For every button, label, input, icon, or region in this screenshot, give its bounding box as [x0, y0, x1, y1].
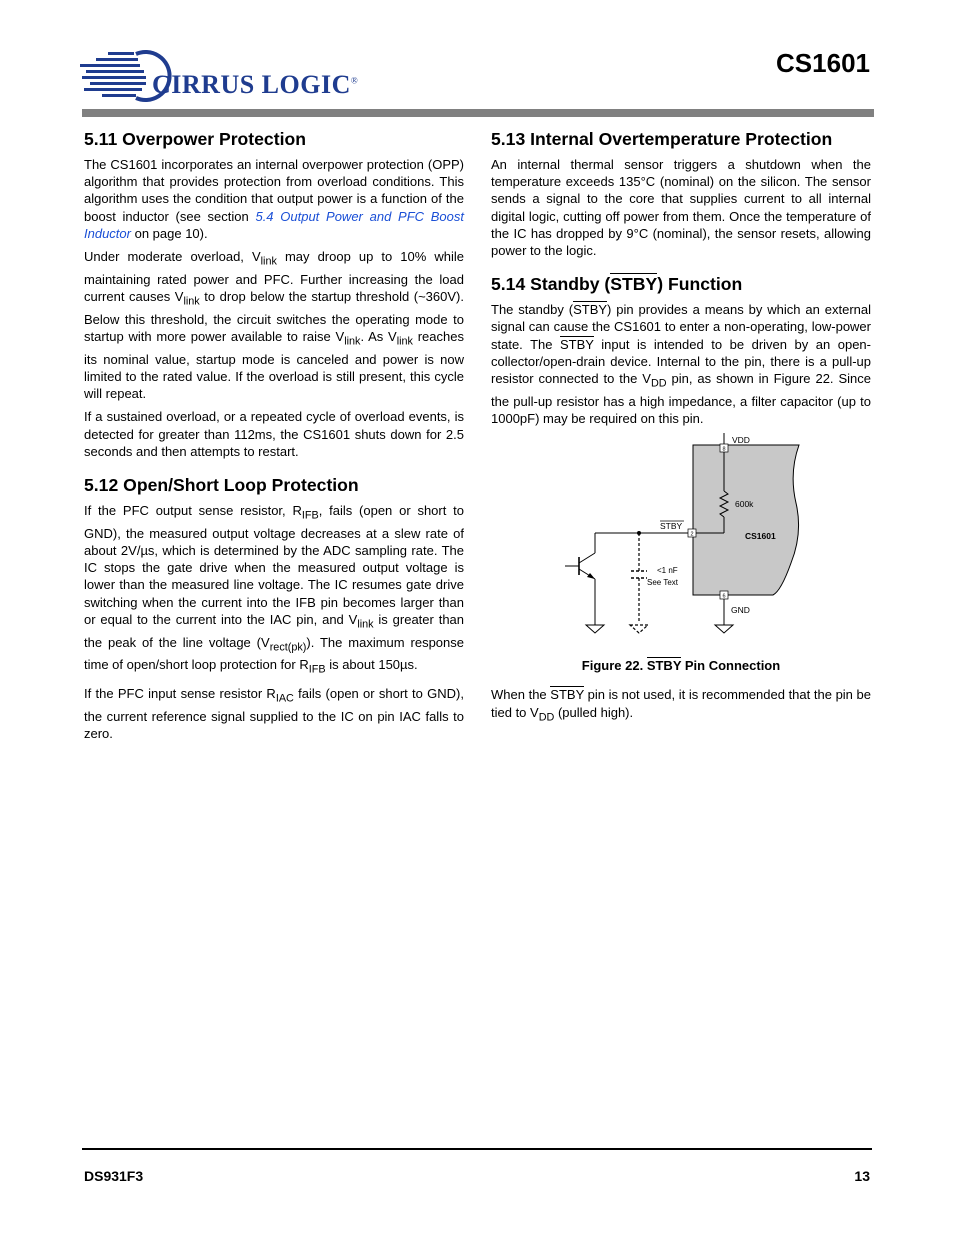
vdd-label: VDD — [732, 435, 750, 446]
section-5-12-paragraph-2: If the PFC input sense resistor $R_{IAC}$ fails (open or short to GND), the current reference signal supplied to the IC on pin IAC falls to zero. — [84, 686, 464, 742]
section-5-14-paragraph-2: When the STBY pin is not used, it is recommended that the pin be tied to $V_{DD}$ (pulled high). — [491, 687, 871, 724]
left-column — [84, 128, 464, 748]
gnd-label: GND — [731, 605, 750, 616]
chip-body — [693, 445, 799, 595]
section-5-11-paragraph-3: If a sustained overload, or a repeated cycle of overload events, is detected for greater than 112ms, the CS1601 shuts down for 2.5 seconds and then attempts to restart. — [84, 409, 464, 459]
section-5-11-heading: 5.11 Overpower Protection — [84, 129, 306, 149]
document-title: CS1601 — [776, 48, 870, 78]
pin-6-number: 6 — [722, 593, 726, 600]
figure-22-caption: Figure 22. STBY Pin Connection — [581, 658, 781, 674]
capacitor-note: See Text — [647, 578, 678, 588]
chip-name: CS1601 — [745, 531, 776, 542]
header-divider — [82, 109, 874, 117]
company-logo-text: CIRRUS LOGIC® — [152, 70, 359, 99]
stby-pin-label: STBY — [660, 521, 683, 532]
section-5-14-heading: 5.14 Standby (STBY) Function — [491, 274, 743, 295]
pin-2-number: 2 — [690, 531, 694, 538]
section-5-4-link[interactable]: 5.4 Output Power and PFC Boost Inductor — [84, 208, 465, 241]
figure-22-schematic — [491, 433, 871, 645]
section-5-11-paragraph-2: Under moderate overload, $V_{link}$ may droop up to 10% while maintaining rated power and PFC. Further increasing the load current causes $V_{link}$ to drop below the startup threshold (~360V). Below this threshold, the circuit switches the operating mode to startup with more power available to raise $V_{link}$. As $V_{link}$ reaches its nominal value, startup mode is canceled and power is now limited to the rated value. If the overload is still present, this cycle will repeat. — [84, 249, 464, 402]
section-5-12-heading: 5.12 Open/Short Loop Protection — [84, 475, 359, 496]
section-5-11-paragraph-1: The CS1601 incorporates an internal overpower protection (OPP) algorithm that provides protection from overload conditions. This algorithm uses the condition that output power is a function of the boost inductor (see section 5.4 Output Power and PFC Boost Inductor on page 10). — [84, 157, 465, 241]
footer-doc-id: DS931F3 — [84, 1168, 144, 1184]
section-5-13-paragraph-1: An internal thermal sensor triggers a shutdown when the temperature exceeds 135°C (nominal) on the silicon. The sensor sends a signal to the core that supplies current to all internal digital logic, cutting off power from them. Once the temperature of the IC has dropped by 9°C (nominal), the sensor resets, allowing power to the logic. — [491, 157, 871, 259]
footer-page-number: 13 — [854, 1168, 870, 1184]
transistor-ground — [586, 625, 604, 633]
section-5-14-paragraph-1: The standby (STBY) pin provides a means by which an external signal can cause the CS1601 to enter a non-operating, low-power state. The STBY input is intended to be driven by an open-collector/open-drain device. Internal to the pin, there is a pull-up resistor connected to the $V_{DD}$ pin, as shown in Figure 22. Since the pull-up resistor has a high impedance, a filter capacitor (up to 1000pF) may be required on this pin. — [491, 302, 871, 427]
stby-circuit-diagram — [491, 433, 871, 645]
chip-ground — [715, 625, 733, 633]
capacitor-ground — [630, 625, 648, 633]
section-5-12-paragraph-1: If the PFC output sense resistor, $R_{IFB}$, fails (open or short to GND), the measured output voltage decreases at a slew rate of about 2V/µs, which is determined by the ADC sampling rate. The IC stops the gate drive when the measured output voltage is lower than the measured line voltage. The IC resumes gate drive switching when the current into the IFB pin becomes larger than or equal to the current into the IAC pin, and $V_{link}$ is greater than the peak of the line voltage $(V_{rect(pk)})$. The maximum response time of open/short loop protection for $R_{IFB}$ is about 150µs. — [84, 503, 465, 677]
resistor-value: 600k — [735, 499, 754, 510]
footer-divider — [82, 1148, 872, 1150]
section-5-13-heading: 5.13 Internal Overtemperature Protection — [491, 129, 833, 149]
pin-8-number: 8 — [722, 446, 726, 453]
capacitor-value: <1 nF — [657, 566, 678, 576]
right-column — [491, 128, 871, 732]
